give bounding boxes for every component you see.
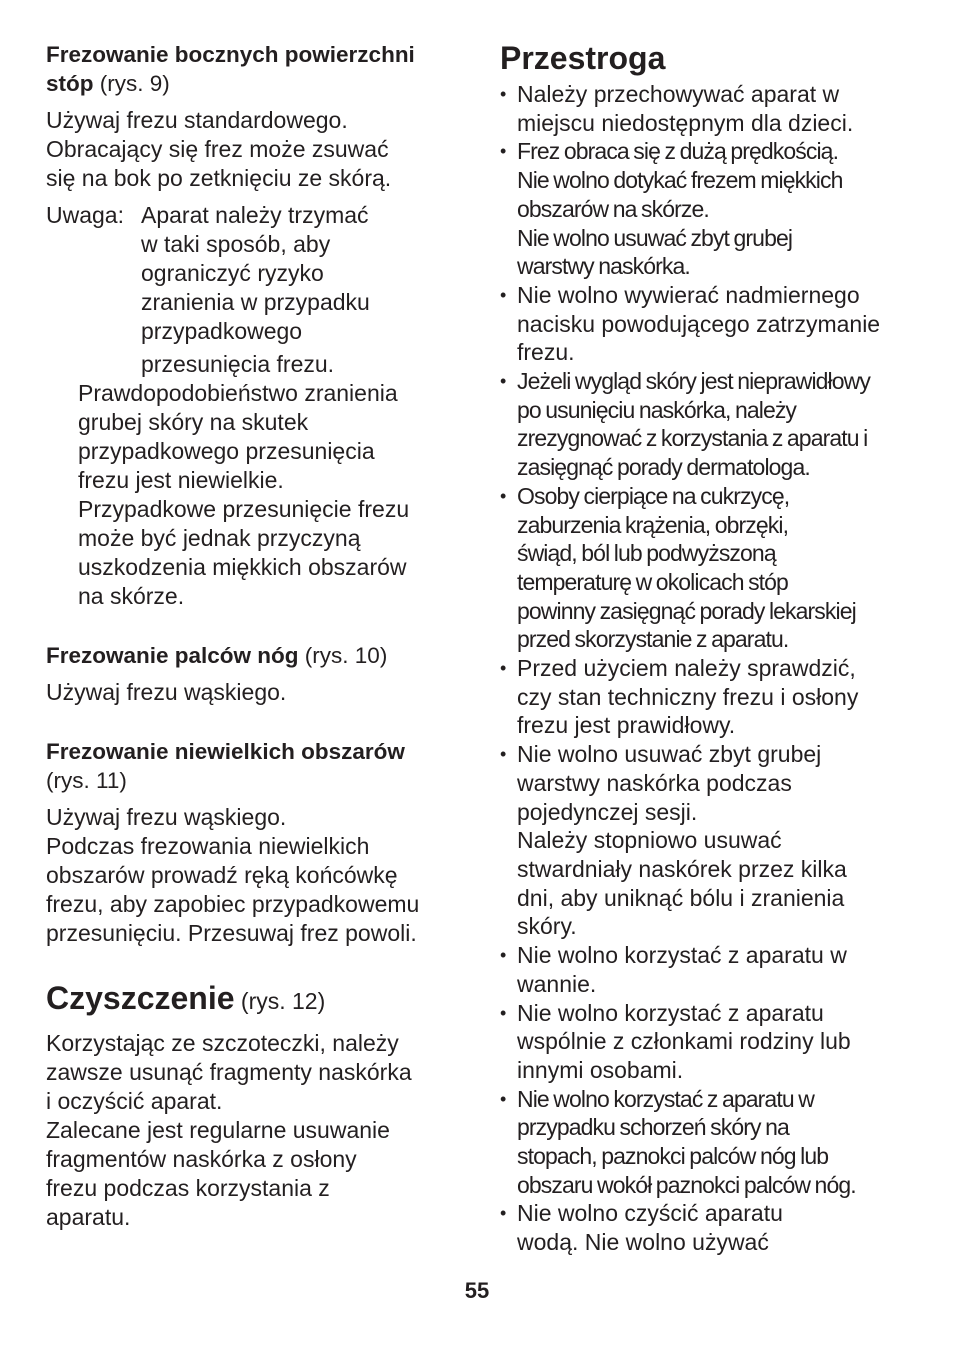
heading-caution: Przestroga: [500, 40, 666, 76]
subheading-toes: Frezowanie palców nóg (rys. 10): [46, 643, 388, 668]
list-item: • Jeżeli wygląd skóry jest nieprawidłowy po usunięciu naskórka, należy zrezygnować z korzystania z aparatu i zasięgnąć porady dermatologa.: [500, 368, 870, 481]
list-item: • Nie wolno korzystać z aparatu w wannie.: [500, 942, 847, 997]
bullet-icon: •: [500, 371, 506, 392]
bullet-icon: •: [500, 744, 507, 765]
bullet-icon: •: [500, 485, 506, 506]
list-item: • Przed użyciem należy sprawdzić, czy stan techniczny frezu i osłony frezu jest prawidłowy.: [500, 655, 859, 739]
bullet-icon: •: [500, 284, 507, 305]
paragraph-small-areas: Używaj frezu wąskiego. Podczas frezowania niewielkich obszarów prowadź ręką końcówkę frezu, aby zapobiec przypadkowemu przesunięciu. Przesuwaj frez powoli.: [46, 804, 420, 946]
page-number: 55: [464, 1278, 490, 1303]
left-column: [46, 40, 466, 1232]
note-text: Aparat należy trzymać w taki sposób, aby ograniczyć ryzyko zranienia w przypadku przypadkowego: [141, 202, 370, 344]
note-block: [46, 201, 466, 379]
caution-list: [500, 80, 920, 1257]
list-item: • Osoby cierpiące na cukrzycę, zaburzenia krążenia, obrzęki, świąd, ból lub podwyższoną temperaturę w okolicach stóp powinny zasięgnąć porady lekarskiej przed skorzystanie z aparatu.: [500, 482, 856, 653]
list-item: • Nie wolno wywierać nadmiernego nacisku powodującego zatrzymanie frezu.: [500, 281, 881, 366]
subheading-side-surfaces: Frezowanie bocznych powierzchni stóp (rys. 9): [46, 42, 415, 96]
bullet-icon: •: [500, 1203, 507, 1224]
list-item: • Należy przechowywać aparat w miejscu niedostępnym dla dzieci.: [500, 81, 854, 136]
list-item: • Nie wolno korzystać z aparatu wspólnie z członkami rodziny lub innymi osobami.: [500, 999, 851, 1083]
paragraph-side-surfaces: Używaj frezu standardowego. Obracający się frez może zsuwać się na bok po zetknięciu ze skórą.: [46, 107, 392, 191]
heading-cleaning: Czyszczenie (rys. 12): [46, 980, 326, 1016]
note-label: Uwaga:: [46, 202, 124, 228]
bullet-icon: •: [500, 1002, 507, 1023]
bullet-icon: •: [500, 1088, 506, 1109]
right-column: [500, 38, 920, 1257]
note-text-last: przesunięcia frezu.: [141, 351, 335, 377]
note-continuation: Prawdopodobieństwo zranienia grubej skóry na skutek przypadkowego przesunięcia frezu jest niewielkie. Przypadkowe przesunięcie frezu może być jednak przyczyną uszkodzenia miękkich obszarów na skórze.: [78, 380, 410, 609]
bullet-icon: •: [500, 141, 506, 162]
bullet-icon: •: [500, 945, 507, 966]
bullet-icon: •: [500, 84, 507, 104]
list-item: • Nie wolno usuwać zbyt grubej warstwy naskórka podczas pojedynczej sesji. Należy stopniowo usuwać stwardniały naskórek przez kilka dni, aby uniknąć bólu i zranienia skóry.: [500, 741, 847, 940]
subheading-small-areas: Frezowanie niewielkich obszarów (rys. 11): [46, 739, 405, 793]
list-item: • Nie wolno czyścić aparatu wodą. Nie wolno używać: [500, 1200, 783, 1256]
paragraph-cleaning: Korzystając ze szczoteczki, należy zawsze usunąć fragmenty naskórka i oczyścić aparat. Zalecane jest regularne usuwanie fragmentów naskórka z osłony frezu podczas korzystania z aparatu.: [46, 1030, 412, 1230]
list-item: • Nie wolno korzystać z aparatu w przypadku schorzeń skóry na stopach, paznokci palców nóg lub obszaru wokół paznokci palców nóg.: [500, 1085, 856, 1198]
bullet-icon: •: [500, 658, 507, 679]
paragraph-toes: Używaj frezu wąskiego.: [46, 679, 287, 705]
list-item: • Frez obraca się z dużą prędkością. Nie wolno dotykać frezem miękkich obszarów na skórze. Nie wolno usuwać zbyt grubej warstwy naskórka.: [500, 138, 843, 280]
